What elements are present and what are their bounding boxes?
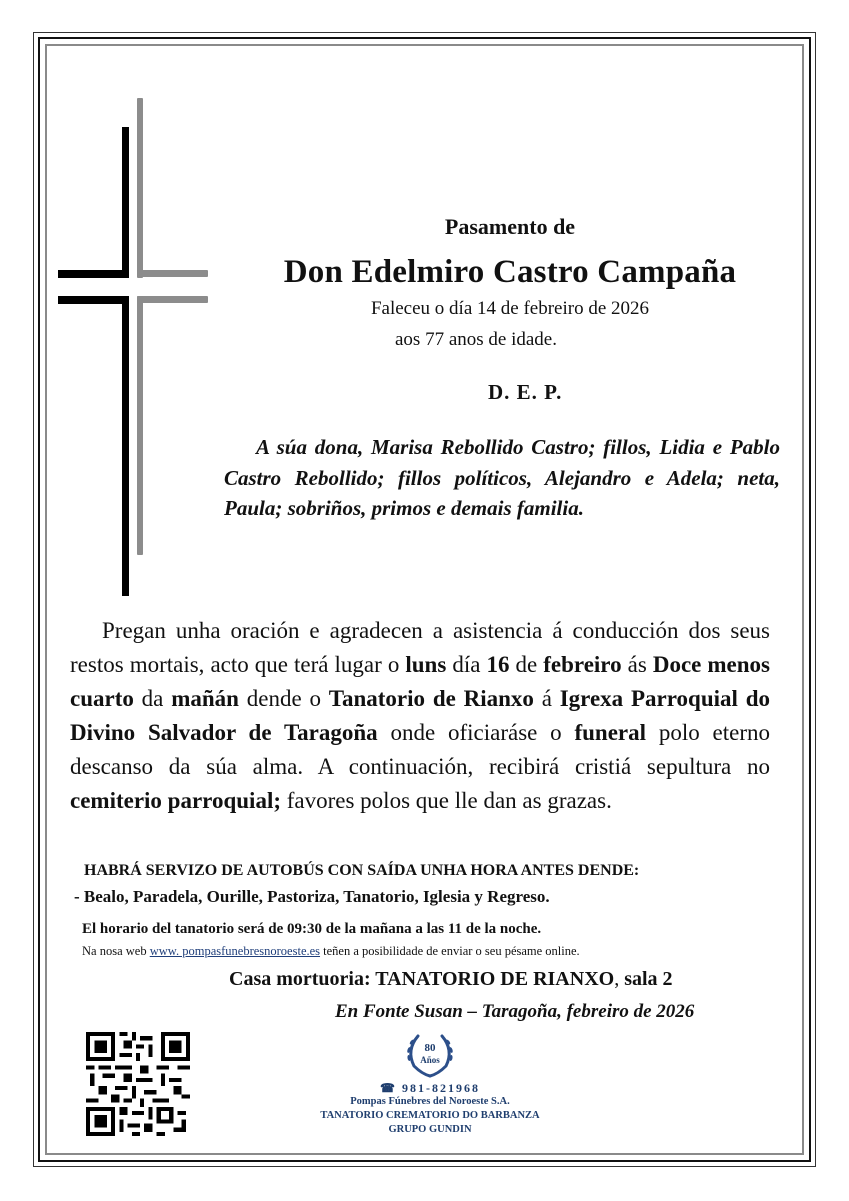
phone-number: 981-821968: [401, 1081, 480, 1095]
body-text: á: [533, 686, 560, 711]
bus-stops: - Bealo, Paradela, Ourille, Pastoriza, Tanatorio, Iglesia y Regreso.: [74, 887, 550, 906]
deceased-name: Don Edelmiro Castro Campaña: [283, 254, 737, 290]
funeral-home-label: Casa mortuoria: TANATORIO DE RIANXO: [229, 968, 615, 990]
sala-number: sala 2: [619, 968, 673, 990]
ceremony-paragraph: [70, 614, 770, 818]
body-text: da: [133, 686, 172, 711]
laurel-logo-icon: [400, 1030, 460, 1080]
body-text: polo eterno descanso da súa alma. A continuación, recibirá cristiá sepultura no: [70, 720, 771, 779]
emphasis-text: luns: [405, 652, 447, 677]
website-link[interactable]: www. pompasfunebresnoroeste.es: [149, 944, 321, 958]
emphasis-text: Igrexa Parroquial do Divino Salvador de Taragoña: [70, 686, 770, 745]
svg-text:80: 80: [424, 1042, 436, 1054]
sala-separator: ,: [614, 968, 620, 990]
web-prefix: Na nosa web: [82, 944, 150, 958]
dep-text: D. E. P.: [488, 380, 563, 404]
web-condolence-text: [82, 944, 580, 959]
place-date: En Fonte Susan – Taragoña, febreiro de 2026: [335, 1001, 695, 1022]
age-text: aos 77 anos de idade.: [395, 329, 557, 350]
emphasis-text: funeral: [574, 720, 647, 745]
company-group: GRUPO GUNDIN: [388, 1124, 472, 1135]
emphasis-text: febreiro: [543, 652, 622, 677]
company-tanatorio: TANATORIO CREMATORIO DO BARBANZA: [320, 1110, 540, 1121]
emphasis-text: cemiterio parroquial;: [70, 788, 281, 813]
emphasis-text: Tanatorio de Rianxo: [328, 686, 534, 711]
web-suffix: teñen a posibilidade de enviar o seu pésame online.: [320, 944, 580, 958]
body-text: dende o: [238, 686, 329, 711]
body-text: día: [446, 652, 487, 677]
notice-heading: Pasamento de: [444, 214, 576, 239]
body-text: Pregan unha oración e agradecen a asistencia á conducción dos seus restos mortais, acto que terá lugar o: [70, 618, 770, 677]
phone-line: [300, 1081, 560, 1096]
bus-service-heading: HABRÁ SERVIZO DE AUTOBÚS CON SAÍDA UNHA HORA ANTES DENDE:: [84, 862, 640, 879]
svg-text:Años: Años: [420, 1055, 440, 1065]
body-text: ás: [621, 652, 653, 677]
family-list: A súa dona, Marisa Rebollido Castro; fillos, Lidia e Pablo Castro Rebollido; fillos políticos, Alejandro e Adela; neta, Paula; sobriños, primos e demais familia.: [224, 435, 780, 520]
emphasis-text: 16: [486, 652, 510, 677]
qr-code[interactable]: [86, 1032, 190, 1136]
emphasis-text: Doce menos cuarto: [70, 652, 770, 711]
death-date: Faleceu o día 14 de febreiro de 2026: [370, 298, 650, 319]
emphasis-text: mañán: [171, 686, 239, 711]
body-text: onde oficiaráse o: [377, 720, 575, 745]
body-text: favores polos que lle dan as grazas.: [281, 788, 612, 813]
tanatorio-hours: El horario del tanatorio será de 09:30 de la mañana a las 11 de la noche.: [82, 921, 542, 937]
body-text: de: [509, 652, 544, 677]
company-name: Pompas Fúnebres del Noroeste S.A.: [350, 1096, 510, 1107]
phone-icon: ☎: [380, 1081, 397, 1095]
funeral-home: [229, 968, 673, 991]
